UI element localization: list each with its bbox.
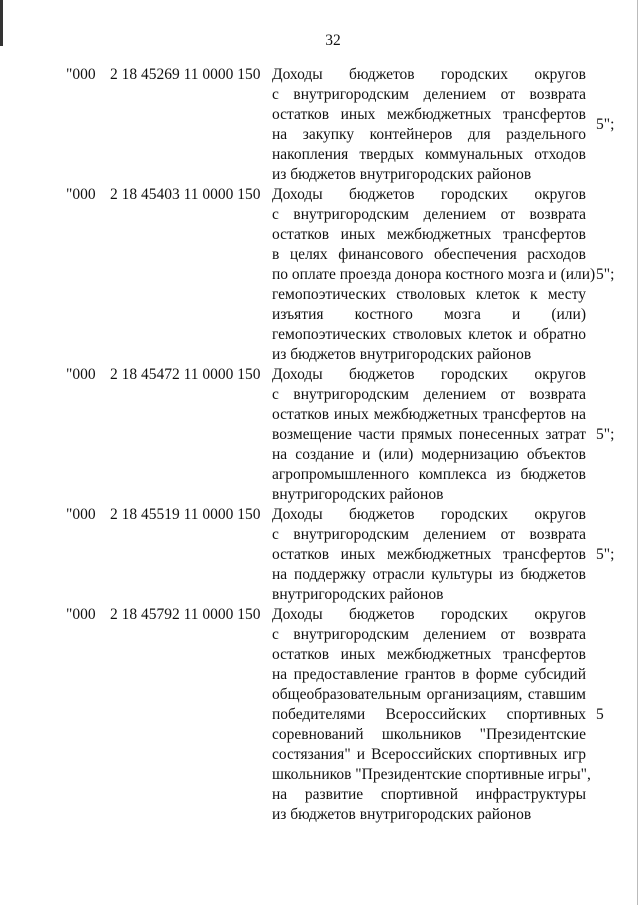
standard-value [586, 185, 636, 365]
revenue-description [272, 65, 586, 185]
description-line: на развитие спортивной инфраструктуры [272, 786, 586, 803]
budget-code-table [66, 65, 636, 825]
budget-classification-code: 2 18 45472 11 0000 150 [110, 366, 261, 383]
description-line: на предоставление грантов в форме субсидий [272, 666, 586, 683]
description-line: по оплате проезда донора костного мозга и (или) [272, 266, 596, 283]
table-row [66, 605, 636, 825]
standard-value [586, 505, 636, 605]
description-line: с внутригородским делением от возврата [272, 626, 586, 643]
description-line: в целях финансового обеспечения расходов [272, 246, 586, 263]
value-text: 5"; [596, 266, 615, 283]
description-line: возмещение части прямых понесенных затрат [272, 426, 586, 443]
code-prefix: "000 [66, 366, 96, 383]
description-line: на закупку контейнеров для раздельного [272, 126, 586, 143]
description-line: победителями Всероссийских спортивных [272, 706, 586, 723]
description-line: изъятия костного мозга и (или) [272, 306, 586, 323]
description-line: соревнований школьников "Президентские [272, 726, 586, 743]
description-line: остатков иных межбюджетных трансфертов на [272, 406, 586, 423]
table-row [66, 185, 636, 365]
description-line: остатков иных межбюджетных трансфертов [272, 646, 586, 663]
standard-value [586, 365, 636, 505]
description-line: накопления твердых коммунальных отходов [272, 146, 586, 163]
description-line: из бюджетов внутригородских районов [272, 166, 532, 183]
value-text: 5"; [596, 116, 615, 133]
code-prefix: "000 [66, 186, 96, 203]
description-line: внутригородских районов [272, 586, 444, 603]
scan-edge-right [637, 0, 638, 905]
description-line: на создание и (или) модернизацию объектов [272, 446, 586, 463]
description-line: гемопоэтических стволовых клеток и обратно [272, 326, 586, 343]
code-prefix: "000 [66, 66, 96, 83]
description-line: с внутригородским делением от возврата [272, 386, 586, 403]
description-line: внутригородских районов [272, 486, 444, 503]
revenue-description [272, 365, 586, 505]
value-text: 5 [596, 706, 604, 723]
code-prefix: "000 [66, 506, 96, 523]
description-line: Доходы бюджетов городских округов [272, 66, 586, 83]
description-line: общеобразовательным организациям, ставшим [272, 686, 586, 703]
description-line: из бюджетов внутригородских районов [272, 346, 532, 363]
revenue-description [272, 605, 591, 825]
description-line: остатков иных межбюджетных трансфертов [272, 106, 586, 123]
description-line: остатков иных межбюджетных трансфертов [272, 546, 586, 563]
description-line: Доходы бюджетов городских округов [272, 186, 586, 203]
description-line: на поддержку отрасли культуры из бюджетов [272, 566, 586, 583]
description-line: школьников "Президентские спортивные игры", [272, 766, 591, 783]
value-text: 5"; [596, 546, 615, 563]
description-line: агропромышленного комплекса из бюджетов [272, 466, 586, 483]
description-line: Доходы бюджетов городских округов [272, 366, 586, 383]
description-line: состязания" и Всероссийских спортивных игр [272, 746, 586, 763]
budget-classification-code: 2 18 45269 11 0000 150 [110, 66, 261, 83]
code-prefix: "000 [66, 606, 96, 623]
description-line: остатков иных межбюджетных трансфертов [272, 226, 586, 243]
revenue-description [272, 185, 596, 365]
description-line: с внутригородским делением от возврата [272, 206, 586, 223]
description-line: с внутригородским делением от возврата [272, 86, 586, 103]
page-number: 32 [325, 32, 341, 49]
budget-classification-code: 2 18 45792 11 0000 150 [110, 606, 261, 623]
description-line: Доходы бюджетов городских округов [272, 606, 586, 623]
description-line: из бюджетов внутригородских районов [272, 806, 532, 823]
description-line: с внутригородским делением от возврата [272, 526, 586, 543]
description-line: гемопоэтических стволовых клеток к месту [272, 286, 586, 303]
revenue-description [272, 505, 586, 605]
table-row [66, 505, 636, 605]
budget-classification-code: 2 18 45403 11 0000 150 [110, 186, 261, 203]
standard-value [586, 65, 636, 185]
description-line: Доходы бюджетов городских округов [272, 506, 586, 523]
value-text: 5"; [596, 426, 615, 443]
table-row [66, 65, 636, 185]
table-row [66, 365, 636, 505]
budget-classification-code: 2 18 45519 11 0000 150 [110, 506, 261, 523]
standard-value [586, 605, 636, 825]
